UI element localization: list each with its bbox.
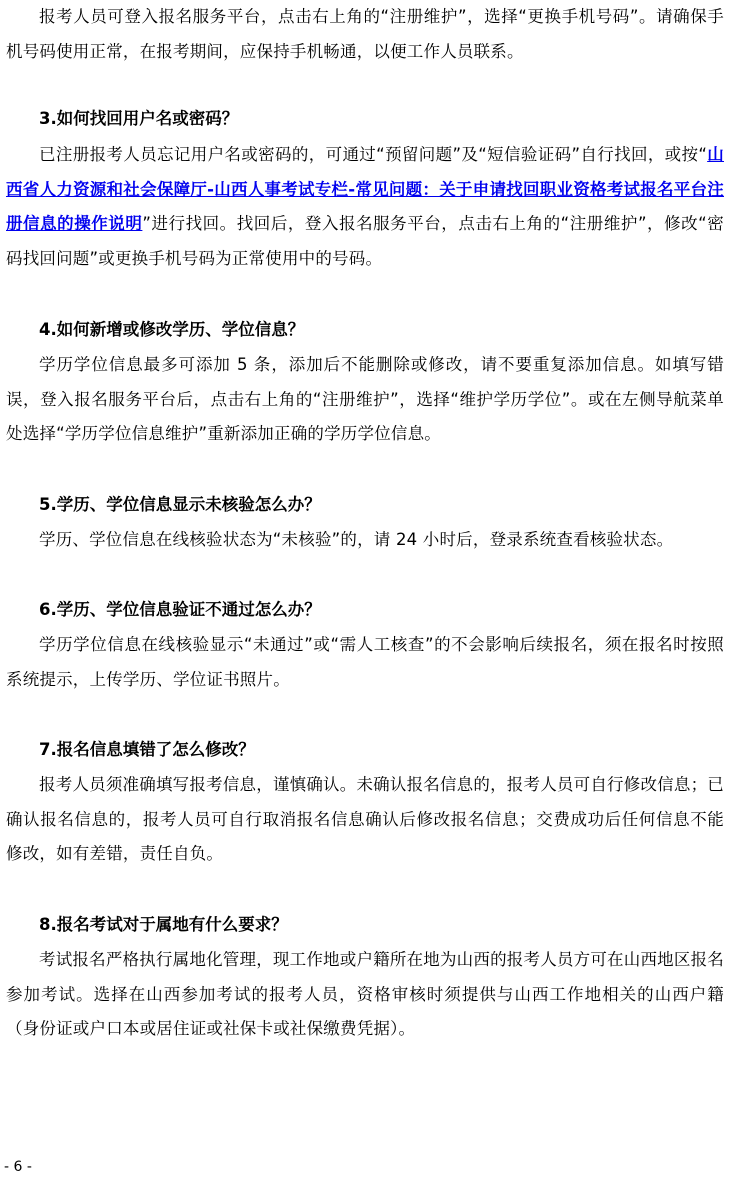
section-3-paragraph [6,138,724,276]
section-8-paragraph: 考试报名严格执行属地化管理，现工作地或户籍所在地为山西的报考人员方可在山西地区报名参加考试。选择在山西参加考试的报考人员，资格审核时须提供与山西工作地相关的山西户籍（身份证或户口本或居住证或社保卡或社保缴费凭据）。 [6,950,724,1038]
section-6-heading: 6.学历、学位信息验证不通过怎么办？ [39,600,321,619]
section-5-paragraph: 学历、学位信息在线核验状态为“未核验”的，请 24 小时后，登录系统查看核验状态。 [39,530,674,549]
section-4-paragraph: 学历学位信息最多可添加 5 条，添加后不能删除或修改，请不要重复添加信息。如填写错误，登入报名服务平台后，点击右上角的“注册维护”，选择“维护学历学位”。或在左侧导航菜单处选择“学历学位信息维护”重新添加正确的学历学位信息。 [6,355,724,443]
section-7-paragraph: 报考人员须准确填写报考信息，谨慎确认。未确认报名信息的，报考人员可自行修改信息；已确认报名信息的，报考人员可自行取消报名信息确认后修改报名信息；交费成功后任何信息不能修改，如有差错，责任自负。 [6,775,724,863]
faq-link[interactable]: 山西省人力资源和社会保障厅-山西人事考试专栏-常见问题：关于申请找回职业资格考试报名平台注册信息的操作说明 [6,145,724,233]
section-3-text-before: 已注册报考人员忘记用户名或密码的，可通过“预留问题”及“短信验证码”自行找回，或按“ [39,145,708,164]
section-4-heading: 4.如何新增或修改学历、学位信息？ [39,320,305,339]
section-6-paragraph: 学历学位信息在线核验显示“未通过”或“需人工核查”的不会影响后续报名，须在报名时按照系统提示，上传学历、学位证书照片。 [6,635,724,689]
section-3-text-after: ”进行找回。找回后，登入报名服务平台，点击右上角的“注册维护”，修改“密码找回问题”或更换手机号码为正常使用中的号码。 [6,214,724,268]
section-5-heading: 5.学历、学位信息显示未核验怎么办？ [39,495,321,514]
intro-paragraph: 报考人员可登入报名服务平台，点击右上角的“注册维护”，选择“更换手机号码”。请确保手机号码使用正常，在报考期间，应保持手机畅通，以便工作人员联系。 [6,7,724,61]
section-8-heading: 8.报名考试对于属地有什么要求？ [39,915,288,934]
section-3-heading: 3.如何找回用户名或密码？ [39,109,239,128]
section-7-heading: 7.报名信息填错了怎么修改？ [39,740,255,759]
page-number: - 6 - [4,1159,32,1175]
